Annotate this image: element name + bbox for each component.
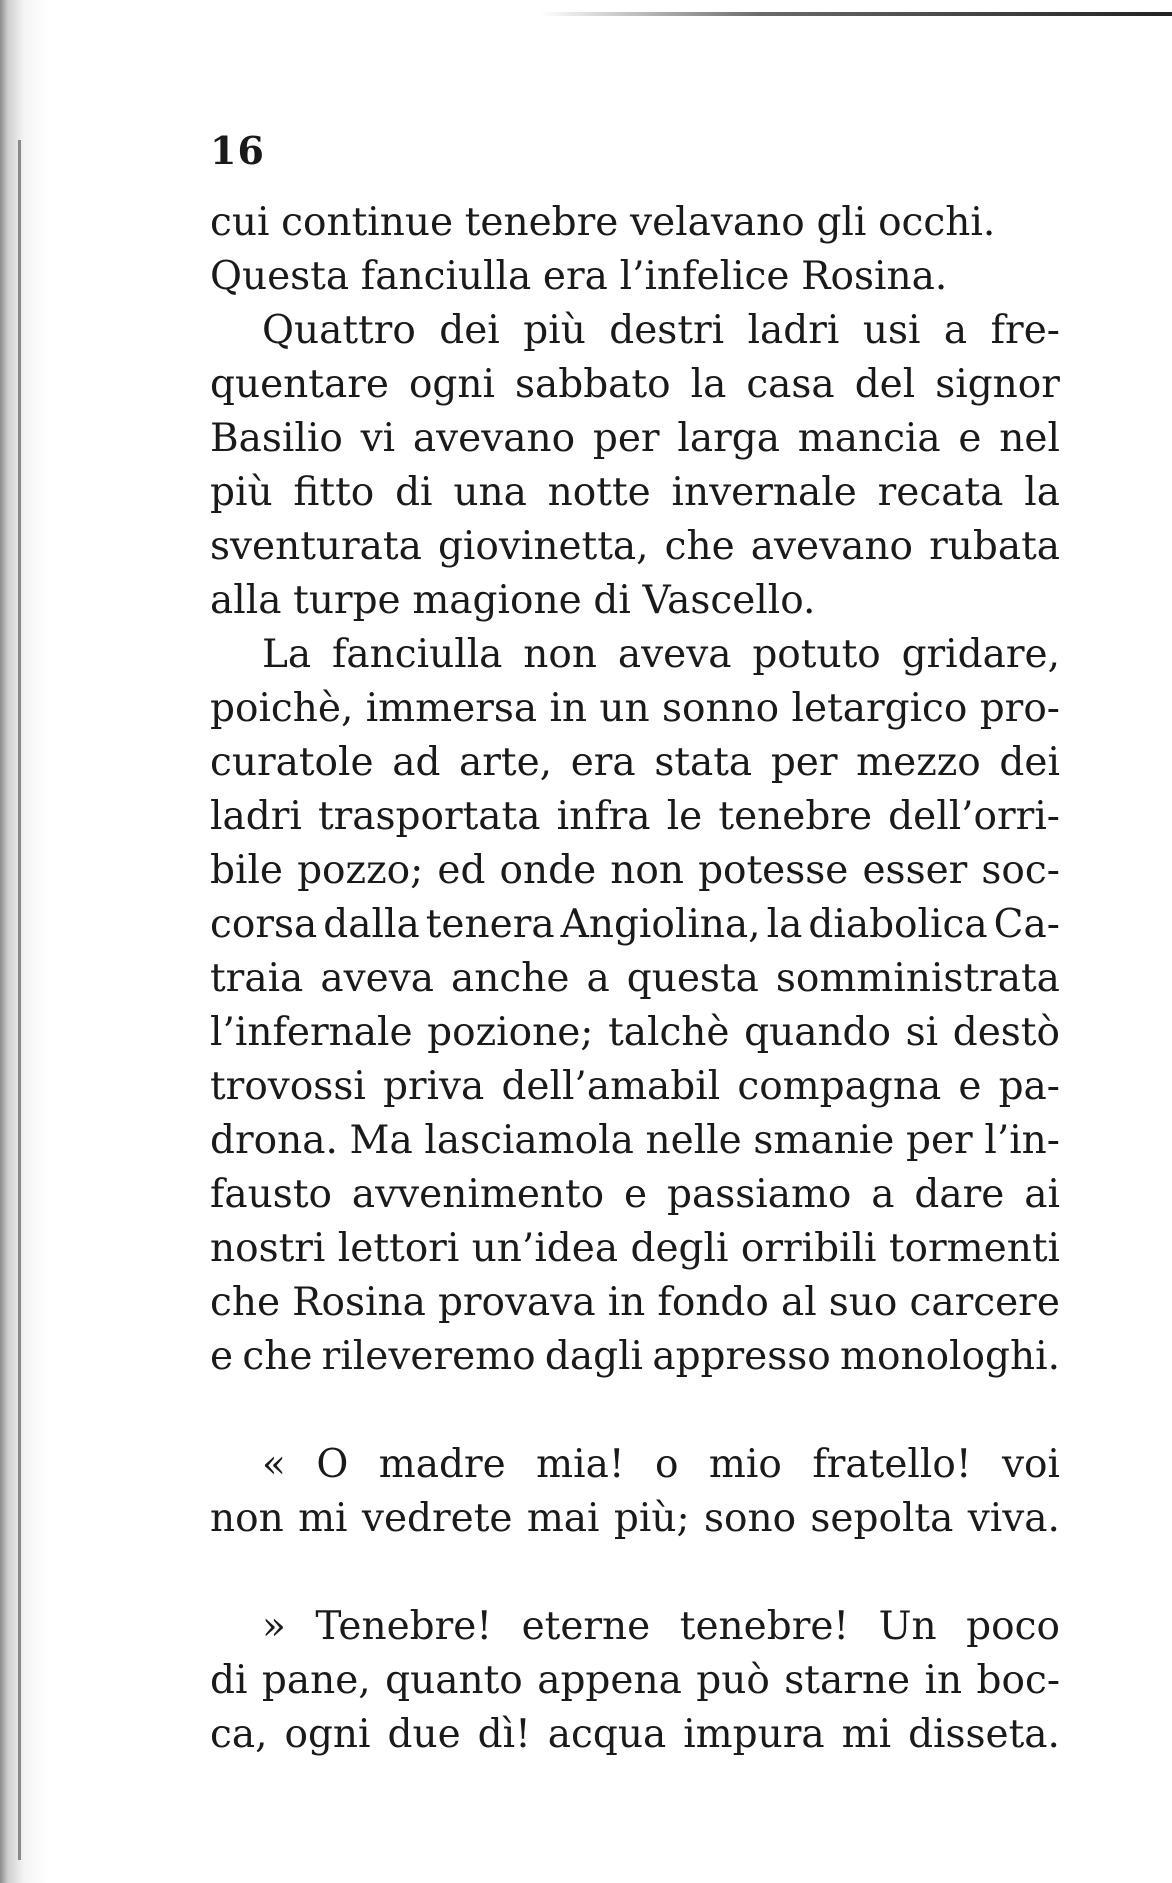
word: vi bbox=[360, 416, 396, 461]
word: rubata bbox=[929, 524, 1060, 569]
word: quentare bbox=[210, 362, 389, 407]
text-line bbox=[210, 790, 1060, 844]
word: questa bbox=[626, 956, 759, 1001]
word: in bbox=[607, 1280, 646, 1325]
word: fanciulla bbox=[332, 632, 503, 677]
word: drona. bbox=[210, 1118, 338, 1163]
word: alla bbox=[210, 578, 282, 623]
word: e bbox=[958, 1064, 982, 1109]
word: nel bbox=[999, 416, 1060, 461]
word: Rosina. bbox=[801, 254, 948, 299]
word: si bbox=[905, 1010, 939, 1055]
word: più bbox=[523, 308, 586, 353]
word: e bbox=[210, 1334, 234, 1379]
word: può bbox=[696, 1658, 770, 1703]
word: » bbox=[262, 1604, 286, 1649]
word: traia bbox=[210, 956, 304, 1001]
word: sono bbox=[703, 1496, 797, 1541]
word: dare bbox=[914, 1172, 1005, 1217]
word: velavano bbox=[630, 200, 805, 245]
word: del bbox=[854, 362, 916, 407]
word: nostri bbox=[210, 1226, 326, 1271]
text-line bbox=[210, 736, 1060, 790]
word: poichè, bbox=[210, 686, 354, 731]
word: passiamo bbox=[666, 1172, 852, 1217]
word: trasportata bbox=[317, 794, 541, 839]
word: mai bbox=[526, 1496, 600, 1541]
word: che bbox=[242, 1334, 313, 1379]
word: trovossi bbox=[210, 1064, 366, 1109]
word: per bbox=[770, 740, 838, 785]
word: larga bbox=[677, 416, 780, 461]
word: lettori bbox=[337, 1226, 460, 1271]
word: voi bbox=[1001, 1442, 1060, 1487]
word: aveva bbox=[320, 956, 434, 1001]
word: pro- bbox=[979, 686, 1060, 731]
word: continue bbox=[281, 200, 454, 245]
word: destri bbox=[609, 308, 725, 353]
word: per bbox=[592, 416, 660, 461]
word: la bbox=[1024, 470, 1060, 515]
spine-line bbox=[18, 140, 21, 1860]
text-line bbox=[210, 412, 1060, 466]
body-text bbox=[210, 196, 1060, 1762]
text-line bbox=[210, 682, 1060, 736]
word: vedrete bbox=[361, 1496, 513, 1541]
text-line bbox=[210, 1330, 1060, 1384]
word: un bbox=[599, 686, 650, 731]
word: compagna bbox=[737, 1064, 942, 1109]
word: mia! bbox=[536, 1442, 625, 1487]
word: nelle bbox=[645, 1118, 742, 1163]
word: potesse bbox=[698, 848, 849, 893]
paragraph-gap bbox=[210, 1546, 1060, 1600]
word: l’infelice bbox=[619, 254, 790, 299]
word: fanciulla bbox=[360, 254, 532, 299]
word: talchè bbox=[608, 1010, 730, 1055]
word: sventurata bbox=[210, 524, 422, 569]
word: Quattro bbox=[262, 308, 416, 353]
word: di bbox=[593, 578, 631, 623]
word: giovinetta, bbox=[437, 524, 649, 569]
word: la bbox=[690, 362, 727, 407]
word: a bbox=[943, 308, 968, 353]
word: magione bbox=[412, 578, 582, 623]
text-line bbox=[210, 196, 1060, 250]
word: tenebre bbox=[718, 794, 873, 839]
word: suo bbox=[828, 1280, 898, 1325]
word: quanto bbox=[385, 1658, 523, 1703]
text-line bbox=[210, 628, 1060, 682]
word: Rosina bbox=[292, 1280, 426, 1325]
word: appena bbox=[537, 1658, 682, 1703]
word: provava bbox=[437, 1280, 596, 1325]
word: fondo bbox=[657, 1280, 769, 1325]
word: che bbox=[664, 524, 735, 569]
word: recata bbox=[877, 470, 1004, 515]
word: pozione; bbox=[427, 1010, 594, 1055]
word: di bbox=[210, 1658, 248, 1703]
word: impura bbox=[683, 1712, 825, 1757]
word: cui bbox=[210, 200, 270, 245]
word: avvenimento bbox=[351, 1172, 605, 1217]
word: starne bbox=[784, 1658, 911, 1703]
word: sonno bbox=[661, 686, 780, 731]
word: boc- bbox=[976, 1658, 1060, 1703]
word: appresso bbox=[652, 1334, 831, 1379]
word: somministrata bbox=[775, 956, 1060, 1001]
word: ai bbox=[1024, 1172, 1060, 1217]
text-line bbox=[210, 1060, 1060, 1114]
word: una bbox=[453, 470, 527, 515]
word: Questa bbox=[210, 254, 350, 299]
word: eterne bbox=[521, 1604, 651, 1649]
word: pozzo; bbox=[297, 848, 424, 893]
word: gli bbox=[816, 200, 867, 245]
word: l’in- bbox=[984, 1118, 1060, 1163]
word: letargico bbox=[791, 686, 968, 731]
word: acqua bbox=[547, 1712, 667, 1757]
word: degli bbox=[630, 1226, 729, 1271]
word: viva. bbox=[967, 1496, 1060, 1541]
word: invernale bbox=[671, 470, 857, 515]
word: in bbox=[924, 1658, 963, 1703]
word: al bbox=[780, 1280, 817, 1325]
word: in bbox=[549, 686, 588, 731]
word: soc- bbox=[981, 848, 1060, 893]
word: aveva bbox=[617, 632, 732, 677]
word: orribili bbox=[740, 1226, 877, 1271]
word: poco bbox=[966, 1604, 1060, 1649]
word: tenera bbox=[425, 902, 555, 947]
word: turpe bbox=[293, 578, 401, 623]
text-line bbox=[210, 250, 1060, 304]
word: lasciamola bbox=[424, 1118, 634, 1163]
text-line bbox=[210, 1006, 1060, 1060]
text-line bbox=[210, 1654, 1060, 1708]
text-line bbox=[210, 952, 1060, 1006]
word: dell’orri- bbox=[888, 794, 1060, 839]
word: anche bbox=[451, 956, 570, 1001]
word: immersa bbox=[365, 686, 538, 731]
text-line bbox=[210, 844, 1060, 898]
word: fre- bbox=[990, 308, 1060, 353]
word: ed bbox=[437, 848, 486, 893]
word: e bbox=[958, 416, 982, 461]
text-line bbox=[210, 1438, 1060, 1492]
word: era bbox=[542, 254, 608, 299]
text-line bbox=[210, 304, 1060, 358]
word: a bbox=[871, 1172, 895, 1217]
word: signor bbox=[935, 362, 1060, 407]
word: O bbox=[316, 1442, 349, 1487]
word: era bbox=[570, 740, 636, 785]
word: fratello! bbox=[812, 1442, 972, 1487]
text-line bbox=[210, 898, 1060, 952]
word: monologhi. bbox=[840, 1334, 1060, 1379]
word: dì! bbox=[477, 1712, 531, 1757]
word: Vascello. bbox=[642, 578, 816, 623]
word: occhi. bbox=[878, 200, 996, 245]
word: non bbox=[523, 632, 597, 677]
word: infra bbox=[556, 794, 651, 839]
word: due bbox=[387, 1712, 461, 1757]
word: notte bbox=[547, 470, 651, 515]
text-line bbox=[210, 1114, 1060, 1168]
word: dell’amabil bbox=[501, 1064, 721, 1109]
word: Ma bbox=[349, 1118, 413, 1163]
text-line bbox=[210, 1168, 1060, 1222]
word: di bbox=[395, 470, 433, 515]
word: usi bbox=[862, 308, 921, 353]
text-line bbox=[210, 358, 1060, 412]
word: potuto bbox=[752, 632, 881, 677]
word: disseta. bbox=[908, 1712, 1060, 1757]
text-line bbox=[210, 574, 1060, 628]
text-line bbox=[210, 1276, 1060, 1330]
word: arte, bbox=[459, 740, 553, 785]
text-line bbox=[210, 1600, 1060, 1654]
word: corsa bbox=[210, 902, 318, 947]
word: più bbox=[210, 470, 273, 515]
word: mezzo bbox=[856, 740, 981, 785]
word: non bbox=[610, 848, 684, 893]
word: e bbox=[624, 1172, 648, 1217]
word: curatole bbox=[210, 740, 374, 785]
word: ogni bbox=[408, 362, 495, 407]
word: bile bbox=[210, 848, 283, 893]
paragraph-gap bbox=[210, 1384, 1060, 1438]
word: stata bbox=[654, 740, 753, 785]
word: smanie bbox=[753, 1118, 895, 1163]
word: mi bbox=[841, 1712, 892, 1757]
word: gridare, bbox=[901, 632, 1060, 677]
word: destò bbox=[952, 1010, 1060, 1055]
word: dei bbox=[439, 308, 500, 353]
word: dagli bbox=[544, 1334, 644, 1379]
word: Angiolina, bbox=[560, 902, 761, 947]
word: pane, bbox=[261, 1658, 371, 1703]
word: pa- bbox=[998, 1064, 1060, 1109]
word: ogni bbox=[284, 1712, 371, 1757]
text-line bbox=[210, 1222, 1060, 1276]
word: tormenti bbox=[888, 1226, 1060, 1271]
binding-shadow bbox=[0, 0, 48, 1883]
word: non bbox=[210, 1496, 284, 1541]
text-line bbox=[210, 1492, 1060, 1546]
word: Basilio bbox=[210, 416, 343, 461]
word: mio bbox=[708, 1442, 782, 1487]
word: che bbox=[210, 1280, 281, 1325]
word: Tenebre! bbox=[315, 1604, 493, 1649]
word: Un bbox=[878, 1604, 937, 1649]
page-number: 16 bbox=[210, 128, 265, 173]
word: ladri bbox=[747, 308, 840, 353]
top-edge-rule bbox=[540, 12, 1172, 16]
word: o bbox=[654, 1442, 679, 1487]
word: « bbox=[262, 1442, 286, 1487]
word: esser bbox=[862, 848, 968, 893]
word: madre bbox=[378, 1442, 506, 1487]
word: ladri bbox=[210, 794, 302, 839]
word: sepolta bbox=[810, 1496, 954, 1541]
word: onde bbox=[499, 848, 597, 893]
word: fausto bbox=[210, 1172, 332, 1217]
word: le bbox=[666, 794, 703, 839]
word: Ca- bbox=[993, 902, 1060, 947]
word: avevano bbox=[750, 524, 914, 569]
word: mi bbox=[298, 1496, 348, 1541]
word: ad bbox=[392, 740, 441, 785]
word: a bbox=[586, 956, 610, 1001]
word: carcere bbox=[909, 1280, 1060, 1325]
word: casa bbox=[746, 362, 835, 407]
word: rileveremo bbox=[321, 1334, 536, 1379]
text-line bbox=[210, 466, 1060, 520]
word: quando bbox=[744, 1010, 892, 1055]
word: più; bbox=[613, 1496, 690, 1541]
word: l’infernale bbox=[210, 1010, 413, 1055]
word: tenebre! bbox=[679, 1604, 850, 1649]
word: tenebre bbox=[464, 200, 619, 245]
word: per bbox=[905, 1118, 973, 1163]
word: la bbox=[766, 902, 803, 947]
text-line bbox=[210, 1708, 1060, 1762]
word: dalla bbox=[323, 902, 420, 947]
word: priva bbox=[382, 1064, 485, 1109]
word: fitto bbox=[293, 470, 375, 515]
word: dei bbox=[999, 740, 1060, 785]
word: avevano bbox=[412, 416, 576, 461]
word: diabolica bbox=[808, 902, 988, 947]
word: ca, bbox=[210, 1712, 268, 1757]
text-line bbox=[210, 520, 1060, 574]
word: La bbox=[262, 632, 312, 677]
word: mancia bbox=[797, 416, 941, 461]
word: sabbato bbox=[514, 362, 671, 407]
word: un’idea bbox=[471, 1226, 619, 1271]
